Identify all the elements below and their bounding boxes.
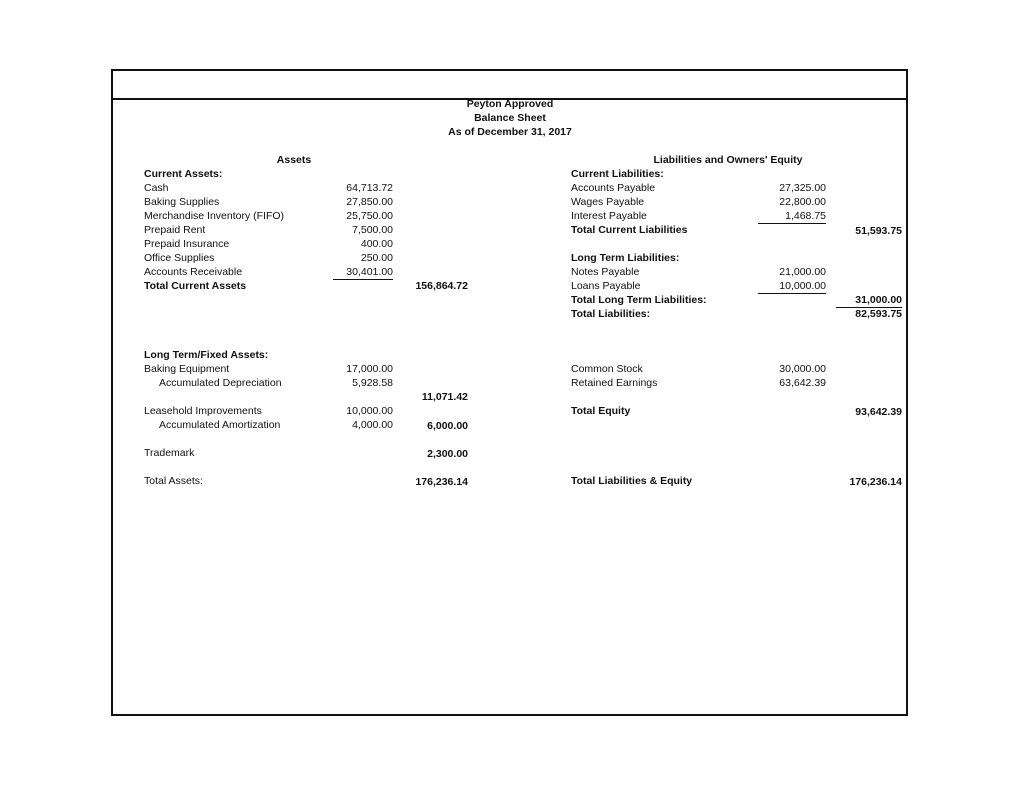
long-term-assets-heading: Long Term/Fixed Assets: bbox=[144, 349, 269, 361]
notes-payable-value: 21,000.00 bbox=[779, 266, 826, 278]
interest-payable-value: 1,468.75 bbox=[758, 210, 826, 224]
assets-heading: Assets bbox=[276, 154, 312, 166]
total-current-liabilities-label: Total Current Liabilities bbox=[571, 224, 688, 236]
accounts-payable-value: 27,325.00 bbox=[779, 182, 826, 194]
total-current-assets-label: Total Current Assets bbox=[144, 280, 247, 292]
leasehold-improvements-value: 10,000.00 bbox=[346, 405, 393, 417]
total-equity-value: 93,642.39 bbox=[855, 406, 902, 418]
total-liabilities-label: Total Liabilities: bbox=[571, 308, 651, 320]
common-stock-label: Common Stock bbox=[571, 363, 643, 375]
total-assets-label: Total Assets: bbox=[144, 475, 203, 487]
leasehold-improvements-label: Leasehold Improvements bbox=[144, 405, 262, 417]
common-stock-value: 30,000.00 bbox=[779, 363, 826, 375]
baking-equipment-label: Baking Equipment bbox=[144, 363, 230, 375]
accumulated-amortization-label: Accumulated Amortization bbox=[159, 419, 281, 431]
retained-earnings-value: 63,642.39 bbox=[779, 377, 826, 389]
long-term-liabilities-heading: Long Term Liabilities: bbox=[571, 252, 680, 264]
notes-payable-label: Notes Payable bbox=[571, 266, 640, 278]
accounts-payable-label: Accounts Payable bbox=[571, 182, 656, 194]
total-liabilities-value: 82,593.75 bbox=[855, 308, 902, 320]
total-long-term-liabilities-label: Total Long Term Liabilities: bbox=[571, 294, 707, 306]
retained-earnings-label: Retained Earnings bbox=[571, 377, 658, 389]
loans-payable-label: Loans Payable bbox=[571, 280, 641, 292]
total-liabilities-equity-label: Total Liabilities & Equity bbox=[571, 475, 693, 487]
cash-value: 64,713.72 bbox=[346, 182, 393, 194]
baking-supplies-label: Baking Supplies bbox=[144, 196, 220, 208]
office-supplies-value: 250.00 bbox=[360, 252, 393, 264]
total-equity-label: Total Equity bbox=[571, 405, 631, 417]
accumulated-amortization-value: 4,000.00 bbox=[352, 419, 393, 431]
trademark-label: Trademark bbox=[144, 447, 195, 459]
total-long-term-liabilities-value: 31,000.00 bbox=[836, 294, 902, 308]
net-leasehold-value: 6,000.00 bbox=[427, 420, 468, 432]
merch-inventory-value: 25,750.00 bbox=[346, 210, 393, 222]
wages-payable-value: 22,800.00 bbox=[779, 196, 826, 208]
total-assets-value: 176,236.14 bbox=[415, 476, 468, 488]
merch-inventory-label: Merchandise Inventory (FIFO) bbox=[144, 210, 285, 222]
prepaid-rent-label: Prepaid Rent bbox=[144, 224, 206, 236]
prepaid-rent-value: 7,500.00 bbox=[352, 224, 393, 236]
cash-label: Cash bbox=[144, 182, 169, 194]
total-current-assets-value: 156,864.72 bbox=[415, 280, 468, 292]
current-assets-heading: Current Assets: bbox=[144, 168, 223, 180]
header-band bbox=[113, 71, 906, 100]
loans-payable-value: 10,000.00 bbox=[758, 280, 826, 294]
current-liabilities-heading: Current Liabilities: bbox=[571, 168, 664, 180]
interest-payable-label: Interest Payable bbox=[571, 210, 647, 222]
total-liabilities-equity-value: 176,236.14 bbox=[849, 476, 902, 488]
accumulated-depreciation-value: 5,928.58 bbox=[352, 377, 393, 389]
accumulated-depreciation-label: Accumulated Depreciation bbox=[159, 377, 282, 389]
prepaid-insurance-label: Prepaid Insurance bbox=[144, 238, 230, 250]
trademark-value: 2,300.00 bbox=[427, 448, 468, 460]
report-date: As of December 31, 2017 bbox=[448, 126, 572, 138]
report-title: Balance Sheet bbox=[474, 112, 546, 124]
wages-payable-label: Wages Payable bbox=[571, 196, 645, 208]
accounts-receivable-label: Accounts Receivable bbox=[144, 266, 243, 278]
baking-equipment-value: 17,000.00 bbox=[346, 363, 393, 375]
company-name: Peyton Approved bbox=[466, 98, 554, 110]
liabilities-heading: Liabilities and Owners' Equity bbox=[653, 154, 803, 166]
total-current-liabilities-value: 51,593.75 bbox=[855, 225, 902, 237]
baking-supplies-value: 27,850.00 bbox=[346, 196, 393, 208]
accounts-receivable-value: 30,401.00 bbox=[333, 266, 393, 280]
net-baking-equipment-value: 11,071.42 bbox=[421, 391, 468, 403]
prepaid-insurance-value: 400.00 bbox=[360, 238, 393, 250]
office-supplies-label: Office Supplies bbox=[144, 252, 215, 264]
